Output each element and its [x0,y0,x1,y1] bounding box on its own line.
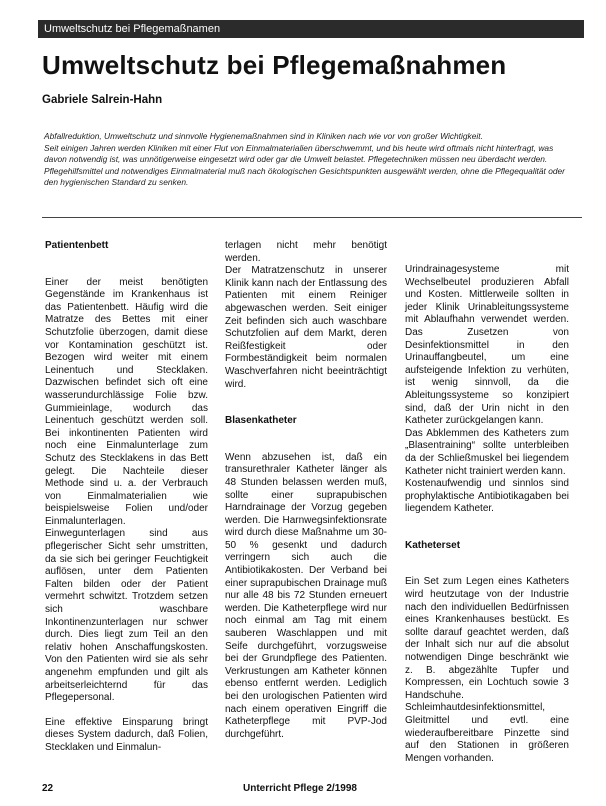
article-abstract [44,131,574,189]
journal-name: Unterricht Pflege 2/1998 [243,783,357,794]
body-paragraph: Wenn abzusehen ist, daß ein transurethraler Katheter länger als 48 Stunden belassen werden muß, sollte einer suprapubischen Harndrainage der Vorzug gegeben werden. Die Harnwegsinfektionsrate wird durch diese Maßnahme um 30-50 % gesenkt und dadurch verringern sich auch die Antibiotikakosten. Der Verband bei einer suprapubischen Drainage muß nur alle 48 bis 72 Stunden erneuert werden. Die Katheterpflege wird nur noch einmal am Tag mit einem sauberen Waschlappen und mit Seife durchgeführt, vorzugsweise bei der Grundpflege des Patienten. Verkrustungen am Katheter können ebenso entfernt werden. Lediglich bei den urologischen Patienten wird nach einem operativen Eingriff die Katheterpflege mit PVP-Jod durchgeführt. [225,451,387,740]
running-header-bar [38,20,584,38]
body-paragraph: Ein Set zum Legen eines Katheters wird heutzutage von der Industrie nach den individuellen Bedürfnissen eines Krankenhauses bestückt. Es sollte darauf geachtet werden, daß der Inhalt sich nur auf die absolut notwendigen Dinge beschränkt wie z. B. abgezählte Tupfer und Kompressen, ein Lochtuch sowie 3 Handschuhe. Schleimhautdesinfektionsmittel, Gleitmittel und evtl. eine wiederaufbereitbare Pinzette sind auf den Stationen in größeren Mengen vorhanden. [405,576,569,764]
abstract-paragraph: Seit einigen Jahren werden Kliniken mit einer Flut von Einmalmaterialien überschwemmt, und bis heute wird oftmals nicht hinterfragt, was davon notwendig ist, was unnötigerweise eingesetzt wird oder gar die Umwelt belastet. Pflegetechniken müssen neu überdacht werden. Pflegehilfsmittel und notwendiges Einmalmaterial muß nach ökologischen Gesichtspunkten ausgewählt werden, ohne die Pflegequalität oder den hygienischen Standard zu senken. [44,142,565,187]
body-paragraph: Urindrainagesysteme mit Wechselbeutel produzieren Abfall und Kosten. Mittlerweile sollten in jeder Klinik Urinableitungssysteme mit Ablaufhahn verwendet werden. Das Zusetzen von Desinfektionsmittel in den Urinauffangbeutel, um eine aufsteigende Infektion zu verhüten, ist wenig sinnvoll, da die Ableitungssysteme so konzipiert sind, daß der Urin nicht in den Katheter zurückgelangen kann. [405,264,569,427]
text-column-3 [405,240,569,765]
body-paragraph: Der Matratzenschutz in unserer Klinik kann nach der Entlassung des Patienten mit einem Reiniger abgewaschen werden. Seit einiger Zeit befinden sich auch waschbare Schutzfolien auf dem Markt, deren Reißfestigkeit oder Formbeständigkeit beim normalen Waschverfahren nicht beeinträchtigt wird. [225,265,387,390]
abstract-paragraph: Abfallreduktion, Umweltschutz und sinnvolle Hygienemaßnahmen sind in Kliniken nach wie vor von großer Wichtigkeit. [44,131,483,141]
running-title: Umweltschutz bei Pflegemaßnamen [44,23,221,35]
text-column-1 [45,240,208,755]
article-author: Gabriele Salrein-Hahn [42,94,163,106]
article-title: Umweltschutz bei Pflegemaßnahmen [42,50,507,80]
text-column-2 [225,240,387,741]
section-divider [42,217,582,218]
section-heading-blasenkatheter: Blasenkatheter [225,415,297,427]
section-heading-katheterset: Katheterset [405,539,461,551]
body-paragraph: Kostenaufwendig und sinnlos sind prophylaktische Antibiotikagaben bei liegendem Katheter. [405,478,569,515]
page-number: 22 [42,783,54,794]
body-paragraph: terlagen nicht mehr benötigt werden. [225,240,387,264]
section-heading-patientenbett: Patientenbett [45,240,109,251]
body-paragraph: Das Abklemmen des Katheters zum „Blasentraining“ sollte unterbleiben da der Schließmuskel bei liegendem Katheter nicht trainiert werden kann. [405,427,569,477]
body-paragraph: Eine effektive Einsparung bringt dieses System dadurch, daß Folien, Stecklaken und Einmalun- [45,716,208,753]
body-paragraph: Einer der meist benötigten Gegenstände im Krankenhaus ist das Patientenbett. Häufig wird die Matratze des Bettes mit einer Schutzfolie überzogen, damit diese vor Kontamination geschützt ist. Bezogen wird weiter mit einem Leinentuch und Stecklaken. Dazwischen befindet sich oft eine wasserundurchlässige Folie bzw. Gummieinlage, wodurch das Leinentuch geschützt werden soll. Bei inkontinenten Patienten wird noch eine Einmalunterlage zum Schutz des Stecklakens in das Bett gelegt. Die Nachteile dieser Methode sind u. a. der Verbrauch von Einmalmaterialien wie beispielsweise Folien und/oder Einmalunterlagen. Einwegunterlagen sind aus pflegerischer Sicht sehr umstritten, da sie sich bei geringer Feuchtigkeit auflösen, unter dem Patienten Falten bilden oder der Patient vermehrt schwitzt. Trotzdem setzen sich waschbare Inkontinenzunterlagen nur schwer durch. Dies liegt zum Teil an den relativ hohen Anschaffungskosten. Von den Patienten wird sie als sehr angenehm empfunden und gilt als arbeitserleichternd für das Pflegepersonal. [45,276,208,704]
